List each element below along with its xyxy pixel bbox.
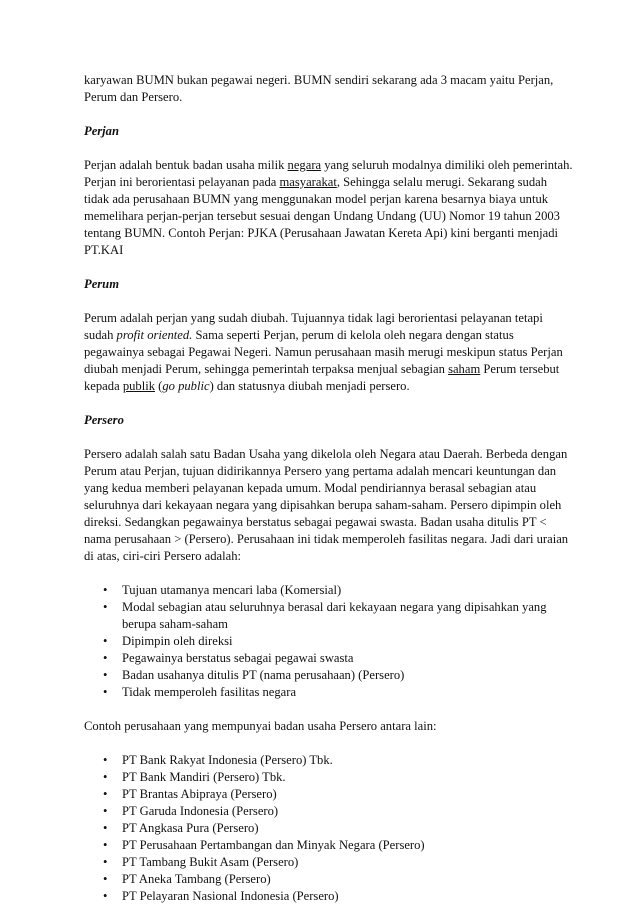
text-line bbox=[84, 531, 594, 548]
contoh-persero-list bbox=[84, 752, 594, 905]
list-item bbox=[84, 582, 594, 599]
document-page bbox=[84, 72, 594, 905]
text-segment: ) dan statusnya diubah menjadi persero. bbox=[209, 379, 410, 393]
hyperlink-term[interactable]: negara bbox=[287, 158, 322, 172]
text-line bbox=[84, 310, 594, 327]
list-item-text: PT Tambang Bukit Asam (Persero) bbox=[122, 855, 299, 869]
text-segment: diubah menjadi Perum, sehingga pemerintah terpaksa menjual sebagian bbox=[84, 362, 449, 376]
text-segment: yang seluruh modalnya dimiliki oleh pemerintah. bbox=[321, 158, 573, 172]
text-line bbox=[84, 514, 594, 531]
bullet-icon: • bbox=[103, 753, 108, 767]
text-segment: memelihara perjan-perjan tersebut sesuai dengan Undang Undang (UU) Nomor 19 tahun 2003 bbox=[84, 209, 560, 223]
list-item bbox=[84, 803, 594, 820]
text-line bbox=[84, 225, 594, 242]
list-item bbox=[84, 599, 594, 633]
text-line bbox=[84, 327, 594, 344]
text-segment: PT.KAI bbox=[84, 243, 124, 257]
text-segment: di atas, ciri-ciri Persero adalah: bbox=[84, 549, 242, 563]
hyperlink-term[interactable]: masyarakat bbox=[279, 175, 337, 189]
hyperlink-term[interactable]: publik bbox=[122, 379, 155, 393]
text-segment: Perum tersebut bbox=[480, 362, 560, 376]
contoh-paragraph: Contoh perusahaan yang mempunyai badan usaha Persero antara lain: bbox=[84, 719, 437, 733]
perjan-paragraph bbox=[84, 157, 594, 259]
bullet-icon: • bbox=[103, 583, 108, 597]
list-item bbox=[84, 820, 594, 837]
list-item-text: Dipimpin oleh direksi bbox=[122, 634, 233, 648]
text-segment: ( bbox=[155, 379, 163, 393]
list-item-text: berupa saham-saham bbox=[122, 617, 228, 631]
list-item bbox=[84, 837, 594, 854]
list-item-text: PT Angkasa Pura (Persero) bbox=[122, 821, 259, 835]
list-item bbox=[84, 650, 594, 667]
text-segment: Perjan ini berorientasi pelayanan pada bbox=[84, 175, 280, 189]
text-line bbox=[84, 548, 594, 565]
text-segment: yang kedua memberi pelayanan kepada umum. Modal pendiriannya berasal sebagian atau bbox=[84, 481, 537, 495]
text-segment: Persero adalah salah satu Badan Usaha yang dikelola oleh Negara atau Daerah. Berbeda dengan bbox=[84, 447, 568, 461]
list-item bbox=[84, 871, 594, 888]
text-segment: nama perusahaan > (Persero). Perusahaan ini tidak memperoleh fasilitas negara. Jadi dari uraian bbox=[84, 532, 569, 546]
bullet-icon: • bbox=[103, 821, 108, 835]
text-line bbox=[84, 463, 594, 480]
bullet-icon: • bbox=[103, 872, 108, 886]
perum-paragraph bbox=[84, 310, 594, 395]
list-item-text: Badan usahanya ditulis PT (nama perusahaan) (Persero) bbox=[122, 668, 405, 682]
list-item-text: PT Bank Rakyat Indonesia (Persero) Tbk. bbox=[122, 753, 333, 767]
text-line bbox=[84, 242, 594, 259]
text-segment: seluruhnya dari kekayaan negara yang dipisahkan berupa saham-saham. Persero dipimpin oleh bbox=[84, 498, 562, 512]
list-item-text: PT Garuda Indonesia (Persero) bbox=[122, 804, 279, 818]
list-item-text: PT Aneka Tambang (Persero) bbox=[122, 872, 271, 886]
bullet-icon: • bbox=[103, 634, 108, 648]
text-segment: karyawan BUMN bukan pegawai negeri. BUMN sendiri sekarang ada 3 macam yaitu Perjan, bbox=[84, 73, 554, 87]
text-segment: Perum dan Persero. bbox=[84, 90, 183, 104]
list-item bbox=[84, 633, 594, 650]
text-line bbox=[84, 480, 594, 497]
list-item bbox=[84, 684, 594, 701]
hyperlink-term[interactable]: saham bbox=[448, 362, 481, 376]
bullet-icon: • bbox=[103, 651, 108, 665]
italic-term: go public bbox=[162, 379, 210, 393]
intro-paragraph bbox=[84, 72, 594, 106]
text-segment: tidak ada perusahaan BUMN yang menggunakan model perjan karena besarnya biaya untuk bbox=[84, 192, 549, 206]
ciri-persero-list bbox=[84, 582, 594, 701]
list-item bbox=[84, 854, 594, 871]
text-segment: direksi. Sedangkan pegawainya berstatus sebagai pegawai swasta. Badan usaha ditulis PT < bbox=[84, 515, 547, 529]
list-item-text: Pegawainya berstatus sebagai pegawai swasta bbox=[122, 651, 354, 665]
list-item-text: Tujuan utamanya mencari laba (Komersial) bbox=[122, 583, 342, 597]
text-line bbox=[84, 72, 594, 89]
text-line bbox=[84, 378, 594, 395]
bullet-icon: • bbox=[103, 685, 108, 699]
text-segment: kepada bbox=[84, 379, 123, 393]
text-segment: pegawainya sebagai Pegawai Negeri. Namun perusahaan masih merugi meskipun status Perjan bbox=[84, 345, 563, 359]
text-line bbox=[84, 344, 594, 361]
bullet-icon: • bbox=[103, 770, 108, 784]
text-segment: Perjan adalah bentuk badan usaha milik bbox=[84, 158, 288, 172]
list-item bbox=[84, 769, 594, 786]
list-item bbox=[84, 786, 594, 803]
text-segment: Perum atau Perjan, tujuan didirikannya Persero yang pertama adalah mencari keuntungan dan bbox=[84, 464, 557, 478]
list-item-text: PT Pelayaran Nasional Indonesia (Persero) bbox=[122, 889, 339, 903]
heading-perum: Perum bbox=[84, 277, 119, 291]
bullet-icon: • bbox=[103, 804, 108, 818]
text-line bbox=[84, 446, 594, 463]
text-segment: Sama seperti Perjan, perum di kelola oleh negara dengan status bbox=[192, 328, 514, 342]
list-item-text: PT Perusahaan Pertambangan dan Minyak Negara (Persero) bbox=[122, 838, 425, 852]
text-line bbox=[84, 89, 594, 106]
text-segment: Perum adalah perjan yang sudah diubah. Tujuannya tidak lagi berorientasi pelayanan tetapi bbox=[84, 311, 543, 325]
heading-persero: Persero bbox=[84, 413, 124, 427]
bullet-icon: • bbox=[103, 600, 108, 614]
heading-perjan: Perjan bbox=[84, 124, 119, 138]
bullet-icon: • bbox=[103, 889, 108, 903]
bullet-icon: • bbox=[103, 855, 108, 869]
text-line bbox=[84, 497, 594, 514]
text-line bbox=[84, 157, 594, 174]
bullet-icon: • bbox=[103, 668, 108, 682]
list-item-text: Modal sebagian atau seluruhnya berasal dari kekayaan negara yang dipisahkan yang bbox=[122, 600, 547, 614]
persero-paragraph bbox=[84, 446, 594, 565]
bullet-icon: • bbox=[103, 787, 108, 801]
text-segment: tentang BUMN. Contoh Perjan: PJKA (Perusahaan Jawatan Kereta Api) kini berganti menjadi bbox=[84, 226, 559, 240]
text-segment: sudah bbox=[84, 328, 117, 342]
list-item bbox=[84, 667, 594, 684]
list-item bbox=[84, 752, 594, 769]
text-segment: , Sehingga selalu merugi. Sekarang sudah bbox=[336, 175, 548, 189]
text-line bbox=[84, 174, 594, 191]
text-line bbox=[84, 361, 594, 378]
bullet-icon: • bbox=[103, 838, 108, 852]
list-item-text: PT Bank Mandiri (Persero) Tbk. bbox=[122, 770, 286, 784]
list-item-text: Tidak memperoleh fasilitas negara bbox=[122, 685, 297, 699]
text-line bbox=[84, 208, 594, 225]
italic-term: profit oriented. bbox=[116, 328, 193, 342]
text-line bbox=[84, 191, 594, 208]
list-item bbox=[84, 888, 594, 905]
list-item-text: PT Brantas Abipraya (Persero) bbox=[122, 787, 277, 801]
